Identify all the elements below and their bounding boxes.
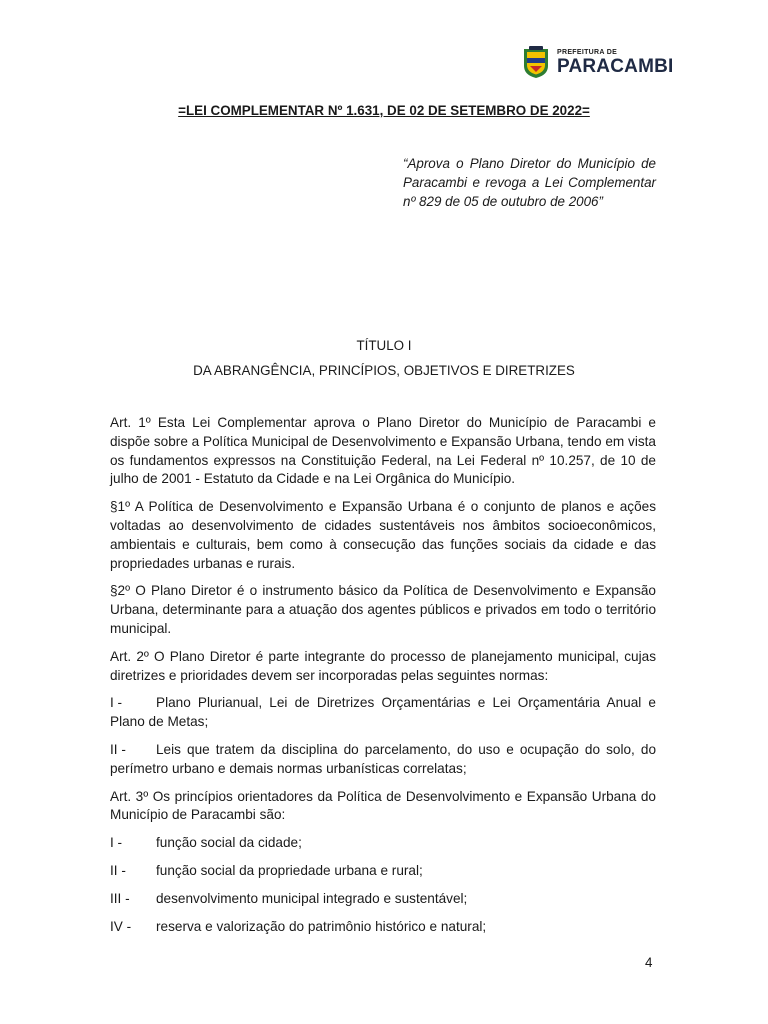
- list-item: II - Leis que tratem da disciplina do parcelamento, do uso e ocupação do solo, do perímetro urbano e demais normas urbanísticas correlatas;: [110, 741, 656, 776]
- logo-title: PARACAMBI: [557, 55, 674, 77]
- list-item: IV - reserva e valorização do patrimônio histórico e natural;: [110, 918, 487, 934]
- article-1: Art. 1º Esta Lei Complementar aprova o Plano Diretor do Município de Paracambi e dispõe sobre a Política Municipal de Desenvolvimento e Expansão Urbana, tendo em vista os fundamentos expressos na Constituição Federal, na Lei Federal nº 10.257, de 10 de julho de 2001 - Estatuto da Cidade e na Lei Orgânica do Município.: [110, 415, 656, 487]
- list-item: II - função social da propriedade urbana e rural;: [110, 862, 423, 878]
- section-title: TÍTULO I: [356, 338, 412, 353]
- list-item: I - Plano Plurianual, Lei de Diretrizes Orçamentárias e Lei Orçamentária Anual e Plano de Metas;: [110, 695, 656, 730]
- logo-subtitle: PREFEITURA DE: [557, 48, 618, 56]
- paragraph-1: §1º A Política de Desenvolvimento e Expansão Urbana é o conjunto de planos e ações voltadas ao desenvolvimento de cidades sustentáveis nos âmbitos socioeconômicos, ambientais e culturais, bem como à consecução das funções sociais da cidade e das propriedades urbanas e rurais.: [110, 499, 656, 571]
- prefeitura-logo: [521, 44, 674, 80]
- page-number: 4: [645, 955, 653, 970]
- paragraph-2: §2º O Plano Diretor é o instrumento básico da Política de Desenvolvimento e Expansão Urbana, determinante para a atuação dos agentes públicos e privados em todo o território municipal.: [110, 583, 656, 636]
- article-3: Art. 3º Os princípios orientadores da Política de Desenvolvimento e Expansão Urbana do Município de Paracambi são:: [110, 788, 656, 823]
- law-title: =LEI COMPLEMENTAR Nº 1.631, DE 02 DE SETEMBRO DE 2022=: [178, 103, 590, 118]
- city-seal-icon: [521, 46, 551, 79]
- list-item: III - desenvolvimento municipal integrado e sustentável;: [110, 890, 468, 906]
- section-subtitle: DA ABRANGÊNCIA, PRINCÍPIOS, OBJETIVOS E DIRETRIZES: [193, 363, 575, 378]
- list-item: I - função social da cidade;: [110, 835, 302, 851]
- document-body: [110, 414, 656, 945]
- article-2: Art. 2º O Plano Diretor é parte integrante do processo de planejamento municipal, cujas diretrizes e prioridades devem ser incorporadas pelas seguintes normas:: [110, 648, 656, 683]
- law-summary: “Aprova o Plano Diretor do Município de Paracambi e revoga a Lei Complementar nº 829 de 05 de outubro de 2006”: [403, 156, 656, 209]
